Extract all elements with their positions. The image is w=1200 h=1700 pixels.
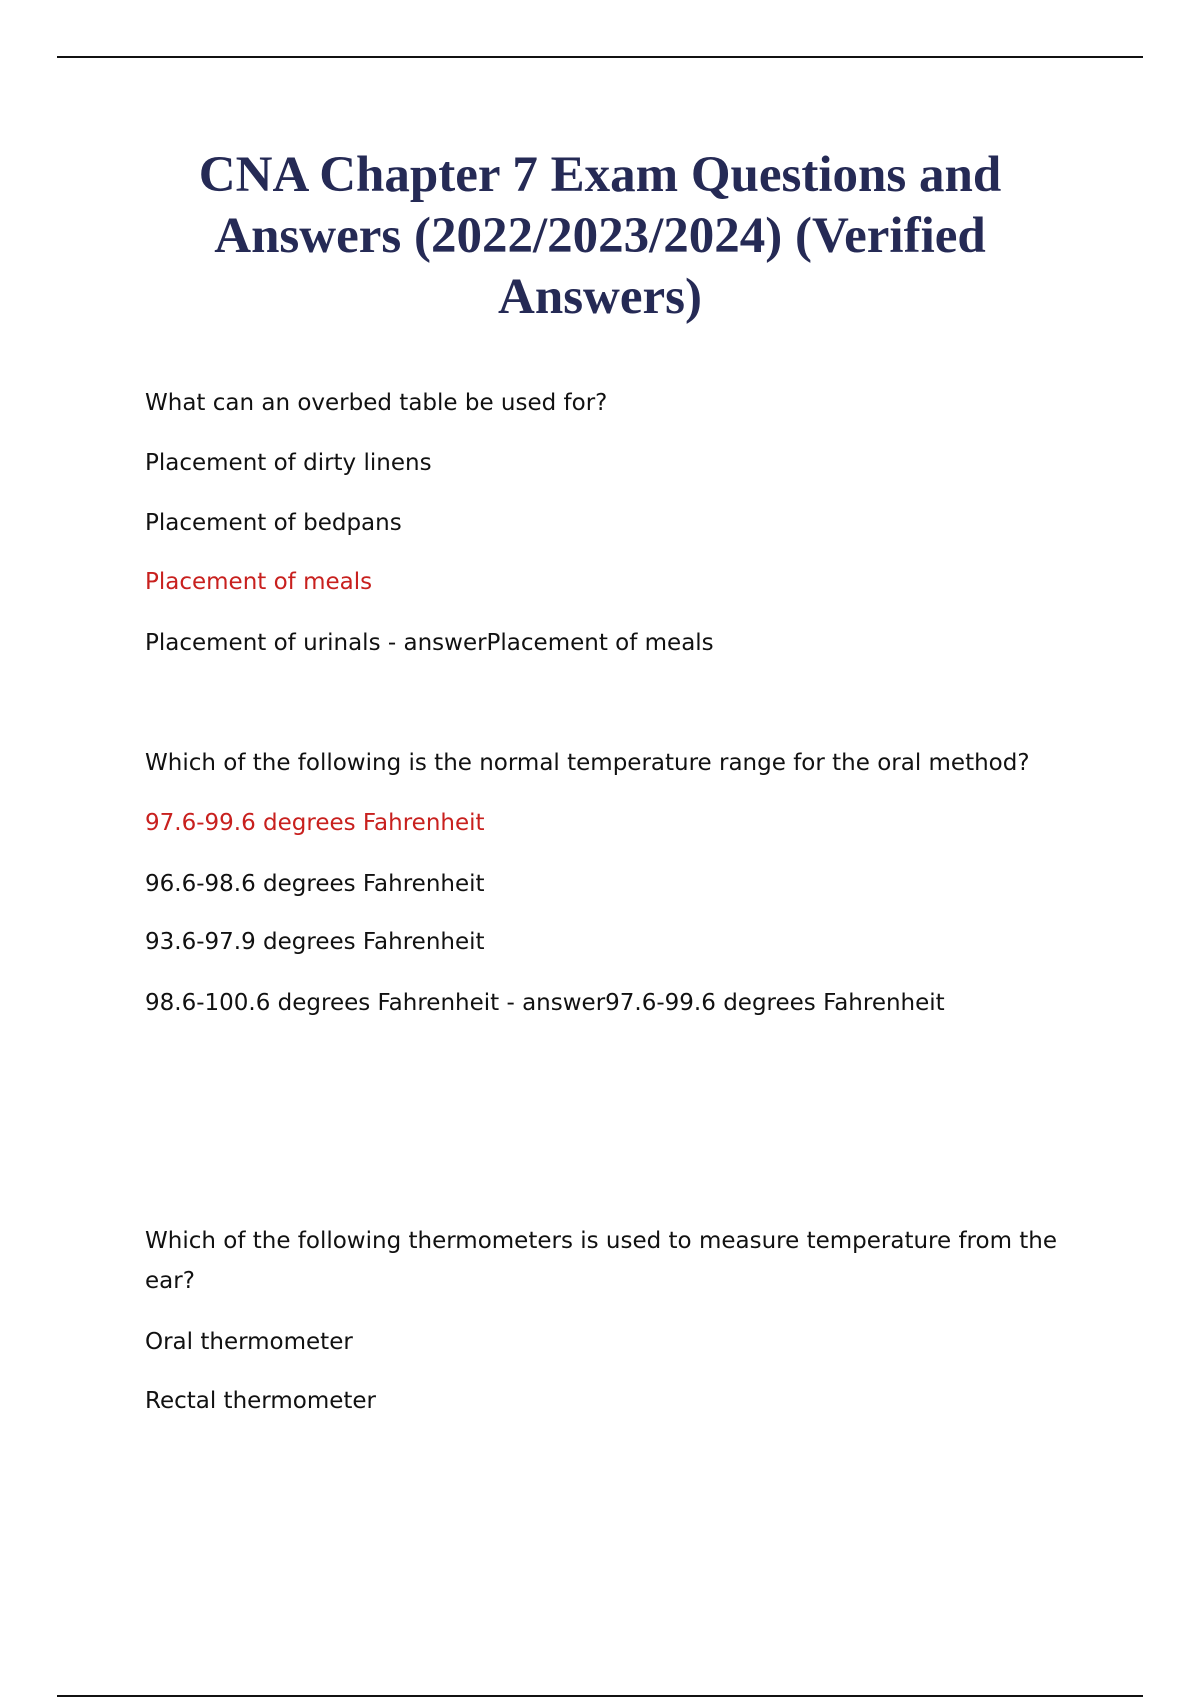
- question-2-option-3: 93.6-97.9 degrees Fahrenheit: [145, 929, 485, 955]
- question-1-option-2: Placement of bedpans: [145, 510, 402, 536]
- question-2-option-2: 96.6-98.6 degrees Fahrenheit: [145, 871, 485, 897]
- question-3-option-1: Oral thermometer: [145, 1329, 353, 1355]
- question-1-option-3-highlighted: Placement of meals: [145, 569, 373, 595]
- question-2-option-4: 98.6-100.6 degrees Fahrenheit - answer97.6-99.6 degrees Fahrenheit: [145, 990, 945, 1016]
- question-3-option-2: Rectal thermometer: [145, 1388, 377, 1414]
- top-rule: [57, 56, 1143, 58]
- question-2-text: Which of the following is the normal temperature range for the oral method?: [145, 750, 1030, 776]
- bottom-rule: [57, 1695, 1143, 1697]
- question-1-option-1: Placement of dirty linens: [145, 450, 432, 476]
- question-3-text: Which of the following thermometers is used to measure temperature from the ear?: [145, 1228, 1058, 1294]
- question-2-option-1-highlighted: 97.6-99.6 degrees Fahrenheit: [145, 810, 485, 836]
- question-1-text: What can an overbed table be used for?: [145, 390, 608, 416]
- question-1-option-4: Placement of urinals - answerPlacement of meals: [145, 630, 714, 656]
- document-title: CNA Chapter 7 Exam Questions and Answers (2022/2023/2024) (Verified Answers): [198, 147, 1002, 325]
